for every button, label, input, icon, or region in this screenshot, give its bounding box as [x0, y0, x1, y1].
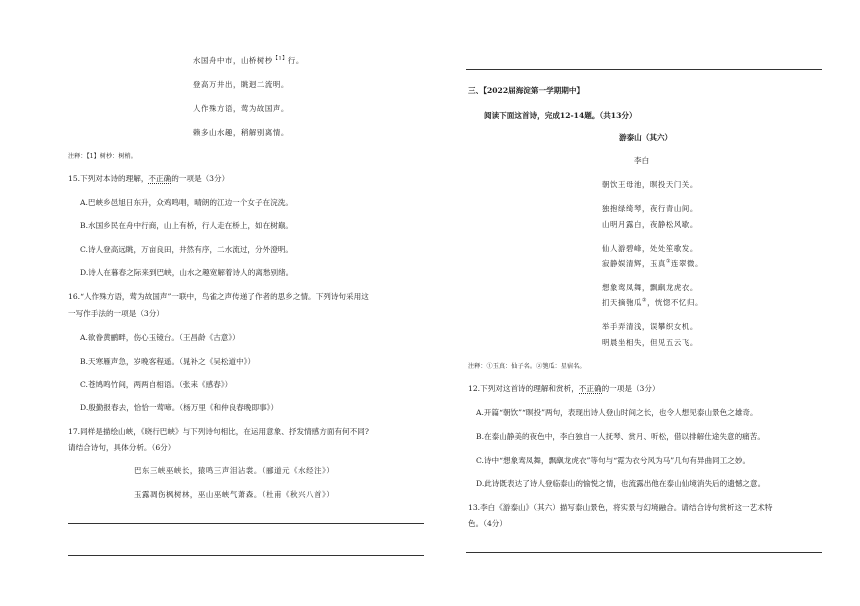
q15-option-a: A.巴峡乡邑旭日东升，众鸡鸣唱，晴朗的江边一个女子在浣洗。: [80, 198, 293, 207]
top-divider: [466, 69, 822, 70]
q17-quote-1: 巴东三峡巫峡长，猿鸣三声泪沾裳。（郦道元《水经注》）: [134, 466, 335, 475]
q13-stem-line1: 13.李白《游泰山》（其六）描写泰山景色，将实景与幻境融合。请结合诗句赏析这一艺术特: [468, 503, 773, 512]
q12-stem: 12.下列对这首诗的理解和赏析，不正确的一项是（3分）: [468, 384, 660, 393]
q17-stem-line2: 请结合诗句，具体分析。（6分）: [68, 443, 176, 452]
q12-option-a: A.开篇“朝饮”“暝投”两句，表现出诗人登山时间之长，也令人想见泰山景色之雄奇。: [476, 408, 758, 417]
q16-option-a: A.欲眷黄鹂畔，伤心玉镜台。（王昌龄《古意》）: [80, 333, 240, 342]
poem-line-4: 赖多山水趣，稍解别离情。: [193, 128, 289, 137]
q16-stem-line1: 16.“人作殊方语，莺为故国声”一联中，鸟雀之声传递了作者的思乡之情。下列诗句采用这: [68, 292, 369, 301]
poem-line-5: 寂静娱清辉，玉真①连翠微。: [602, 258, 703, 268]
q16-option-d: D.殷勤报春去，恰恰一莺啼。（杨万里《和仲良春晚即事》）: [80, 403, 279, 412]
q16-option-b: B.天寒雁声急，岁晚客程遥。（晁补之《吴松道中》）: [80, 357, 256, 366]
poem-author: 李白: [634, 156, 650, 165]
poem-line-1: 水国舟中市，山桥树杪$^{【1】}$行。: [193, 55, 304, 65]
section-heading: 三、【2022届海淀第一学期期中】: [468, 86, 585, 95]
poem-line-7: 扪天摘匏瓜②，恍惚不忆归。: [602, 297, 703, 307]
q12-option-d: D.此诗既表达了诗人登临泰山的愉悦之情，也流露出他在泰山仙境消失后的遗憾之意。: [476, 479, 766, 488]
poem-line-6: 想象鸾凤舞，飘飖龙虎衣。: [602, 283, 698, 292]
poem-note: 注释：【1】树杪：树梢。: [68, 153, 137, 160]
poem-line-2: 登高万井出，眺迥二流明。: [193, 80, 289, 89]
q13-stem-line2: 色。（4分）: [468, 519, 507, 528]
answer-line-1[interactable]: [68, 523, 424, 524]
poem-line-3: 人作殊方语，莺为故国声。: [193, 104, 289, 113]
section-instruction: 阅读下面这首诗，完成12-14题。（共13分）: [484, 111, 637, 120]
q16-option-c: C.苍鸠鸣竹间，两两自相语。（张耒《感春》）: [80, 380, 233, 389]
poem-line-1: 朝饮王母池，暝投天门关。: [602, 180, 698, 189]
q15-option-d: D.诗人在暮春之际来到巴峡，山水之趣宽解着诗人的离愁别绪。: [80, 268, 294, 277]
answer-line-2[interactable]: [68, 555, 424, 556]
q12-option-b: B.在泰山静美的夜色中，李白独自一人抚琴、赏月、听松，借以排解仕途失意的痛苦。: [476, 432, 765, 441]
poem-line-8: 举手弄清浅，误攀织女机。: [602, 322, 698, 331]
q15-option-b: B.水国乡民在舟中行商，山上有桥，行人走在桥上，如在树巅。: [80, 221, 294, 230]
q15-stem: 15.下列对本诗的理解，不正确的一项是（3分）: [68, 174, 230, 183]
poem-title: 游泰山（其六）: [619, 133, 673, 142]
poem-line-2: 独抱绿绮琴，夜行青山间。: [602, 204, 698, 213]
q12-option-c: C.诗中“想象鸾凤舞，飘飖龙虎衣”等句与“霓为衣兮风为马”几句有异曲同工之妙。: [476, 456, 751, 465]
poem-line-4: 仙人游碧峰，处处笙歌发。: [602, 244, 698, 253]
poem-line-9: 明晨坐相失，但见五云飞。: [602, 338, 698, 347]
q15-option-c: C.诗人登高远眺，万亩良田，井然有序，二水流过，分外澄明。: [80, 245, 293, 254]
q17-quote-2: 玉露凋伤枫树林，巫山巫峡气萧森。（杜甫《秋兴八首》）: [134, 490, 335, 499]
poem-line-3: 山明月露白，夜静松风歇。: [602, 220, 698, 229]
poem-note: 注释：①玉真：仙子名。②匏瓜：星宿名。: [468, 363, 586, 370]
q17-stem-line1: 17.同样是描绘山峡，《晓行巴峡》与下列诗句相比，在运用意象、抒发情感方面有何不同?: [68, 427, 369, 436]
q16-stem-line2: 一写作手法的一项是（3分）: [68, 309, 164, 318]
answer-line-1[interactable]: [466, 552, 822, 553]
